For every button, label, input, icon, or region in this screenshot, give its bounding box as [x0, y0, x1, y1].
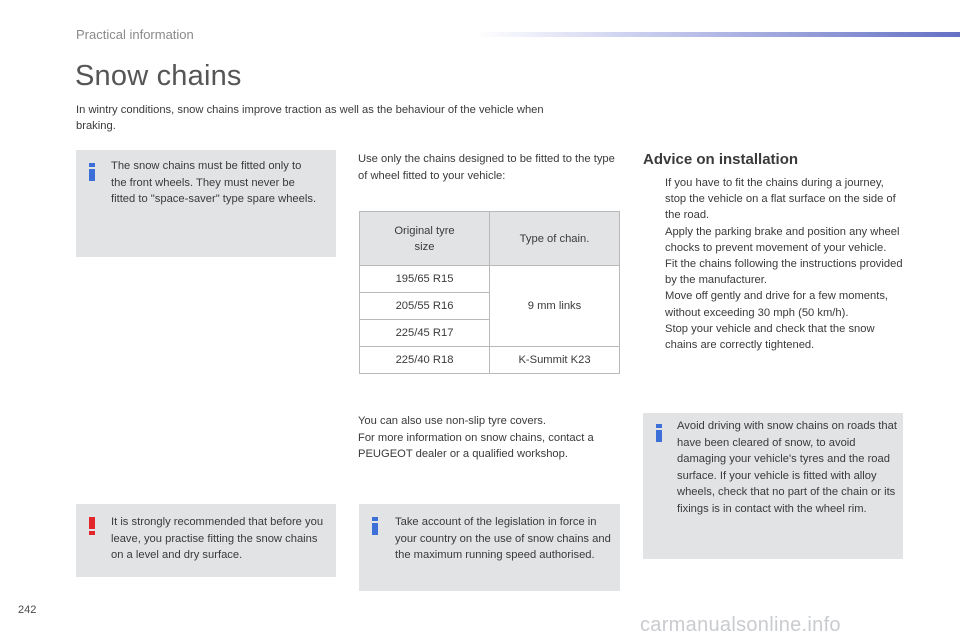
tyre-size-cell: 195/65 R15: [360, 266, 490, 293]
info-icon: [89, 163, 95, 181]
header-rule: [476, 32, 960, 37]
section-label: Practical information: [76, 27, 194, 42]
header-tyre-size: [360, 212, 490, 266]
chain-type-cell: 9 mm links: [490, 266, 620, 347]
list-item: [643, 256, 905, 288]
note-practise: [76, 504, 336, 577]
advice-text: Fit the chains following the instructions provided by the manufacturer.: [665, 258, 903, 287]
advice-title: Advice on installation: [643, 151, 799, 168]
list-item: [643, 224, 905, 256]
table-row: [360, 266, 620, 293]
tyre-size-cell: 225/40 R18: [360, 347, 490, 374]
advice-text: Move off gently and drive for a few moments, without exceeding 30 mph (50 km/h).: [665, 290, 889, 319]
covers-line-2: For more information on snow chains, contact a PEUGEOT dealer or a qualified workshop.: [358, 431, 594, 460]
advice-list: [643, 175, 905, 353]
watermark: carmanualsonline.info: [640, 614, 841, 636]
table-header-row: [360, 212, 620, 266]
tyre-size-cell: 225/45 R17: [360, 320, 490, 347]
chains-table: [359, 211, 620, 374]
advice-text: Apply the parking brake and position any wheel chocks to prevent movement of your vehicle.: [665, 225, 900, 254]
chain-type-cell: K-Summit K23: [490, 347, 620, 374]
page-title: Snow chains: [75, 60, 242, 92]
page-number: 242: [18, 604, 37, 616]
note-legislation-text: Take account of the legislation in force in your country on the use of snow chains and the maximum running speed authorised.: [395, 516, 611, 561]
note-alloy-wheels: [643, 413, 903, 559]
warning-icon: [89, 517, 95, 535]
info-icon: [656, 424, 662, 442]
note-front-wheels-text: The snow chains must be fitted only to the front wheels. They must never be fitted to "space-saver" type spare wheels.: [111, 160, 317, 205]
note-legislation: [359, 504, 620, 591]
advice-text: Stop your vehicle and check that the snow chains are correctly tightened.: [665, 322, 875, 352]
covers-text: [358, 413, 620, 463]
tyre-size-cell: 205/55 R16: [360, 293, 490, 320]
intro-text: In wintry conditions, snow chains improve traction as well as the behaviour of the vehicle when braking.: [76, 104, 544, 132]
covers-line-1: You can also use non-slip tyre covers.: [358, 415, 547, 427]
list-item: [643, 321, 905, 353]
header-chain-type: Type of chain.: [490, 212, 620, 266]
note-alloy-wheels-text: Avoid driving with snow chains on roads that have been cleared of snow, to avoid damaging your vehicle's tyres and the road surface. If your vehicle is fitted with alloy wheels, check that no part of the chain or its fixings is in contact with the wheel rim.: [677, 420, 897, 515]
header-tyre-size-label: Original tyre size: [394, 224, 455, 253]
chains-intro-text: Use only the chains designed to be fitted to the type of wheel fitted to your vehicle:: [358, 153, 615, 182]
list-item: [643, 288, 905, 320]
note-practise-text: It is strongly recommended that before you leave, you practise fitting the snow chains on a level and dry surface.: [111, 516, 324, 561]
info-icon: [372, 517, 378, 535]
table-row: [360, 347, 620, 374]
list-item: [643, 175, 905, 224]
advice-text: If you have to fit the chains during a journey, stop the vehicle on a flat surface on the side of the road.: [665, 177, 896, 222]
note-front-wheels: [76, 150, 336, 257]
